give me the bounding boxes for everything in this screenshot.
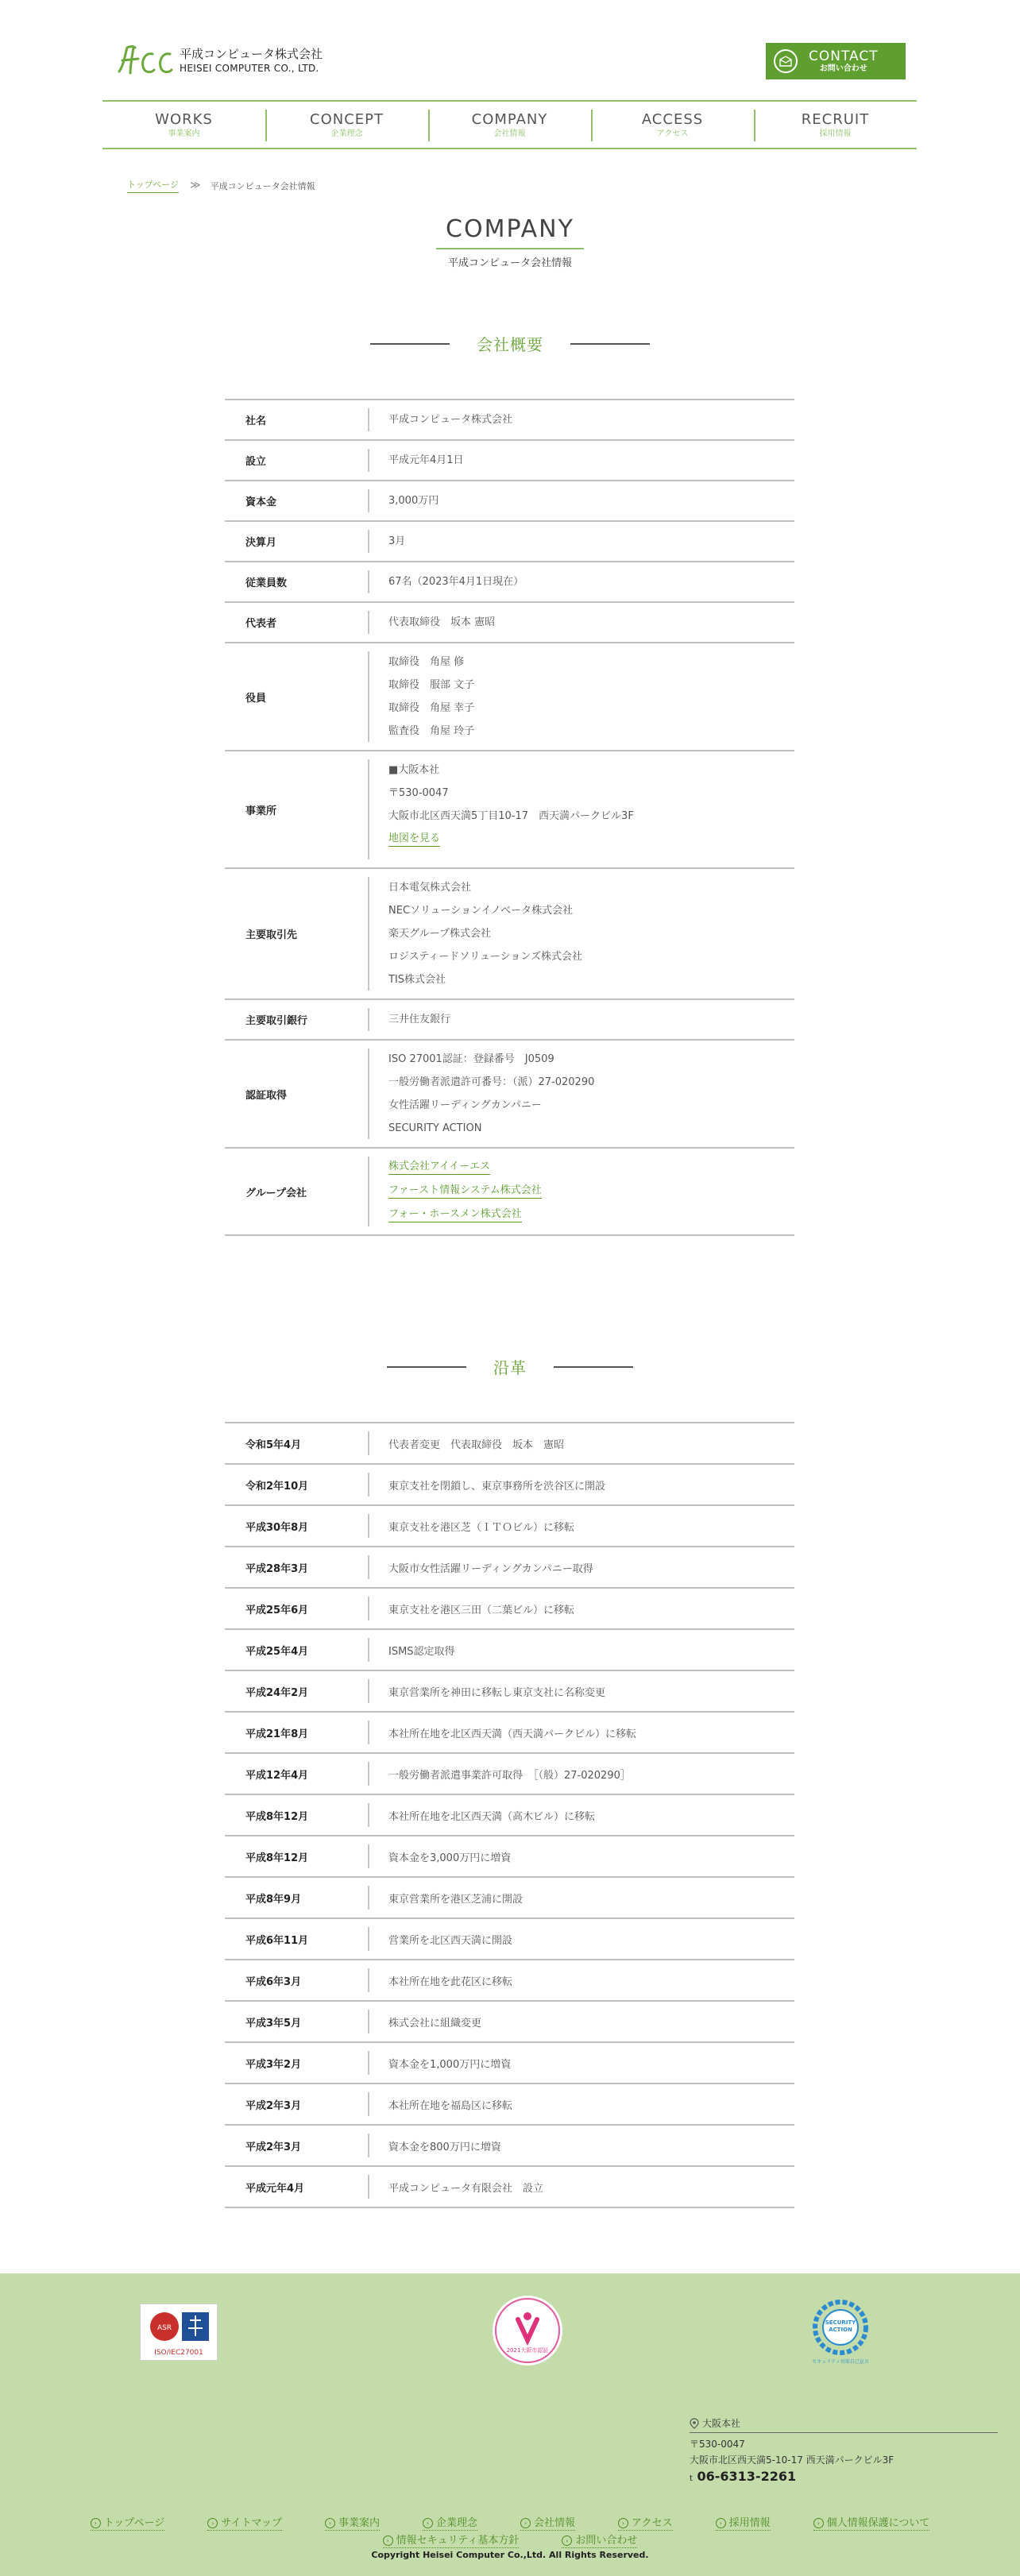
divider (368, 877, 369, 991)
contact-label-jp: お問い合わせ (819, 64, 867, 73)
nav-item-concept[interactable] (265, 102, 428, 148)
divider (368, 1844, 369, 1868)
history-event: ISMS認定取得 (388, 1645, 455, 1658)
chevron-right-icon: › (383, 2535, 393, 2546)
breadcrumb (127, 178, 315, 193)
row-values (368, 643, 794, 750)
nav-label-jp: 事業案内 (168, 129, 200, 138)
nav-item-access[interactable] (591, 102, 754, 148)
map-link[interactable]: 地図を見る (388, 832, 440, 847)
table-row (225, 2002, 794, 2043)
history-date: 令和2年10月 (245, 1480, 309, 1493)
footer-link-label: 事業案内 (338, 2517, 380, 2529)
history-event: 大阪市女性活躍リーディングカンパニー取得 (388, 1562, 593, 1575)
history-title: 沿革 (493, 1358, 527, 1377)
history-date: 平成25年6月 (245, 1604, 309, 1616)
row-label: 事業所 (245, 805, 277, 817)
divider (368, 449, 369, 472)
table-row (225, 869, 794, 1000)
history-date: 平成8年12月 (245, 1810, 309, 1823)
footer-address (690, 2416, 998, 2488)
nav-label-en: CONCEPT (310, 111, 384, 128)
history-event: 東京営業所を港区芝浦に開設 (388, 1893, 524, 1906)
divider (368, 2010, 369, 2033)
office-name: 大阪本社 (702, 2418, 741, 2429)
mail-icon (774, 49, 798, 73)
history-date: 令和5年4月 (245, 1439, 302, 1451)
phone-prefix: t (690, 2474, 693, 2483)
divider (368, 2051, 369, 2075)
footer-link-label: 採用情報 (728, 2517, 771, 2529)
row-value: 代表取締役 坂本 憲昭 (388, 616, 496, 628)
breadcrumb-current: 平成コンピュータ会社情報 (210, 180, 315, 191)
chevron-right-icon: › (813, 2518, 824, 2528)
history-event: 営業所を北区西天満に開設 (388, 1934, 513, 1947)
table-row (225, 1630, 794, 1671)
table-row (225, 1754, 794, 1795)
chevron-right-icon: › (91, 2518, 101, 2528)
history-date: 平成2年3月 (245, 2141, 302, 2153)
history-event: 本社所在地を福島区に移転 (388, 2099, 513, 2112)
divider (368, 1157, 369, 1226)
site-footer (0, 2273, 1020, 2576)
row-value: 取締役 角屋 幸子 (388, 702, 475, 714)
history-date: 平成6年11月 (245, 1934, 309, 1947)
row-label: 従業員数 (245, 577, 288, 589)
page-title (0, 214, 1020, 269)
table-row (225, 2126, 794, 2167)
table-row (225, 562, 794, 603)
row-values (368, 1041, 794, 1147)
page-title-jp: 平成コンピュータ会社情報 (447, 257, 572, 269)
history-date: 平成元年4月 (245, 2182, 305, 2195)
isms-cert-badge (140, 2304, 218, 2361)
divider (368, 570, 369, 593)
row-value: 一般労働者派遣許可番号：（派）27-020290 (388, 1076, 595, 1088)
divider (368, 1762, 369, 1786)
history-event: 平成コンピュータ有限会社 設立 (388, 2182, 544, 2195)
row-value: 取締役 服部 文子 (388, 679, 475, 691)
row-value: 女性活躍リーディングカンパニー (388, 1099, 542, 1111)
svg-text:ASR: ASR (156, 2324, 172, 2332)
divider (368, 1679, 369, 1703)
divider (554, 1366, 633, 1368)
history-date: 平成3年2月 (245, 2058, 302, 2071)
divider (368, 1638, 369, 1662)
table-row (225, 1919, 794, 1960)
footer-link[interactable] (383, 2534, 520, 2548)
footer-link-label: サイトマップ (221, 2517, 282, 2529)
history-date: 平成12年4月 (245, 1769, 309, 1782)
page-title-en: COMPANY (436, 214, 584, 249)
footer-nav-row-1 (0, 2516, 1020, 2531)
divider (368, 2175, 369, 2199)
row-label: 社名 (245, 415, 267, 427)
row-value: 大阪市北区西天満5丁目10-17 西天満パークビル3F (388, 810, 634, 822)
footer-nav-row-2 (0, 2534, 1020, 2548)
history-date: 平成2年3月 (245, 2099, 302, 2112)
isms-cert-caption: ISO/IEC27001 (154, 2349, 203, 2357)
row-label: 代表者 (245, 618, 277, 630)
footer-link[interactable] (520, 2516, 575, 2531)
divider (370, 343, 450, 345)
history-event: 資本金を3,000万円に増資 (388, 1852, 512, 1864)
history-event: 一般労働者派遣事業許可取得 ［（般）27-020290］ (388, 1769, 631, 1782)
divider (368, 1597, 369, 1620)
logo-mark-icon (116, 41, 175, 79)
footer-link-label: 会社情報 (534, 2517, 576, 2529)
divider (368, 1431, 369, 1455)
table-row (225, 1041, 794, 1149)
footer-link[interactable] (562, 2534, 637, 2548)
table-row (225, 751, 794, 869)
table-row (225, 1836, 794, 1878)
row-values (368, 481, 794, 520)
table-row (225, 1795, 794, 1836)
row-values (368, 869, 794, 998)
nav-item-works[interactable] (102, 102, 265, 148)
row-label: 役員 (245, 692, 267, 705)
nav-label-en: RECRUIT (801, 111, 870, 128)
security-action-badge (806, 2296, 875, 2366)
divider (570, 343, 650, 345)
overview-heading (0, 332, 1020, 355)
divider (368, 1721, 369, 1744)
table-row (225, 1878, 794, 1919)
footer-link-label: お問い合わせ (575, 2535, 638, 2547)
footer-link-label: 個人情報保護について (826, 2517, 930, 2529)
nav-label-en: ACCESS (641, 111, 704, 128)
row-values (368, 603, 794, 642)
row-label: 主要取引先 (245, 929, 298, 941)
nav-item-recruit[interactable] (754, 102, 917, 148)
history-event: 東京支社を閉鎖し、東京事務所を渋谷区に開設 (388, 1480, 606, 1493)
history-event: 東京支社を港区三田（二葉ビル）に移転 (388, 1604, 575, 1616)
women-leading-company-badge (493, 2296, 562, 2366)
table-row (225, 522, 794, 562)
breadcrumb-separator-icon: ≫ (190, 180, 199, 191)
nav-label-en: COMPANY (471, 111, 548, 128)
history-date: 平成8年12月 (245, 1852, 309, 1864)
history-event: 東京支社を港区芝（ＩＴＯビル）に移転 (388, 1521, 575, 1534)
row-label: 認証取得 (245, 1089, 288, 1102)
company-name-en: HEISEI COMPUTER CO., LTD. (180, 63, 319, 74)
group-company-link[interactable]: 株式会社アイイーエス (388, 1160, 490, 1175)
row-values (368, 400, 794, 439)
nav-label-jp: アクセス (656, 129, 689, 138)
divider (368, 1514, 369, 1538)
table-row (225, 1506, 794, 1547)
divider (368, 1049, 369, 1139)
table-row (225, 643, 794, 751)
row-value: SECURITY ACTION (388, 1122, 482, 1134)
divider (368, 2134, 369, 2157)
history-event: 本社所在地を北区西天満（西天満パークビル）に移転 (388, 1728, 637, 1740)
row-value: 3月 (388, 535, 406, 547)
office-phone[interactable] (690, 2468, 998, 2488)
divider (368, 651, 369, 742)
row-values (368, 1000, 794, 1039)
security-action-caption: セキュリティ対策自己宣言 (812, 2359, 869, 2365)
row-label: グループ会社 (245, 1187, 307, 1199)
history-date: 平成6年3月 (245, 1975, 302, 1988)
women-cert-caption: 2021大阪市認証 (506, 2347, 549, 2354)
contact-button[interactable] (766, 43, 906, 79)
table-row (225, 603, 794, 643)
divider (368, 1927, 369, 1951)
row-value: 取締役 角屋 修 (388, 656, 465, 668)
office-postal: 〒530-0047 (690, 2439, 745, 2450)
table-row (225, 441, 794, 481)
divider (368, 1968, 369, 1992)
divider (368, 1803, 369, 1827)
chevron-right-icon: › (562, 2535, 572, 2546)
row-value: ロジスティードソリューションズ株式会社 (388, 951, 583, 963)
contact-label-en: CONTACT (809, 48, 879, 64)
footer-link[interactable] (207, 2516, 282, 2531)
history-event: 株式会社に組織変更 (388, 2017, 482, 2030)
row-value: 監査役 角屋 玲子 (388, 725, 475, 737)
table-row (225, 1960, 794, 2002)
row-label: 設立 (245, 456, 267, 468)
history-event: 資本金を1,000万円に増資 (388, 2058, 512, 2071)
footer-link[interactable] (325, 2516, 380, 2531)
table-row (225, 2084, 794, 2126)
nav-label-jp: 採用情報 (819, 129, 852, 138)
row-value: 3,000万円 (388, 495, 439, 507)
row-value: TIS株式会社 (388, 974, 446, 986)
history-event: 本社所在地を此花区に移転 (388, 1975, 513, 1988)
table-row (225, 481, 794, 522)
row-values (368, 441, 794, 480)
footer-link[interactable] (91, 2516, 165, 2531)
table-row (225, 1000, 794, 1041)
divider (368, 1473, 369, 1497)
location-pin-icon (690, 2418, 699, 2429)
divider (368, 611, 369, 634)
table-row (225, 1671, 794, 1713)
chevron-right-icon: › (325, 2518, 335, 2528)
nav-item-company[interactable] (428, 102, 591, 148)
chevron-right-icon: › (520, 2518, 531, 2528)
row-value: 三井住友銀行 (388, 1014, 451, 1025)
global-nav (102, 100, 917, 149)
office-address: 大阪市北区西天満5-10-17 西天満パークビル3F (690, 2454, 894, 2466)
row-values (368, 522, 794, 561)
divider (368, 1886, 369, 1910)
divider (368, 1555, 369, 1579)
table-row (225, 1423, 794, 1465)
history-date: 平成25年4月 (245, 1645, 309, 1658)
footer-link[interactable] (423, 2516, 477, 2531)
table-row (225, 2167, 794, 2208)
footer-link[interactable] (618, 2516, 673, 2531)
nav-label-jp: 会社情報 (493, 129, 526, 138)
table-row (225, 1713, 794, 1754)
footer-link-label: トップページ (103, 2517, 165, 2529)
history-event: 本社所在地を北区西天満（高木ビル）に移転 (388, 1810, 596, 1823)
breadcrumb-home-link[interactable]: トップページ (127, 178, 179, 193)
chevron-right-icon: › (618, 2518, 628, 2528)
table-row (225, 1547, 794, 1589)
divider (368, 489, 369, 512)
row-value: ■大阪本社 (388, 764, 440, 776)
row-label: 主要取引銀行 (245, 1015, 308, 1027)
group-company-link[interactable]: フォー・ホースメン株式会社 (388, 1207, 522, 1222)
table-row (225, 1149, 794, 1236)
table-row (225, 2043, 794, 2084)
row-value: 楽天グループ株式会社 (388, 928, 491, 940)
company-name-jp: 平成コンピュータ株式会社 (180, 47, 323, 61)
history-heading (0, 1355, 1020, 1378)
copyright: Copyright Heisei Computer Co.,Ltd. All Rights Reserved. (371, 2550, 649, 2560)
divider (387, 1366, 466, 1368)
company-logo[interactable] (116, 41, 323, 79)
history-date: 平成30年8月 (245, 1521, 309, 1534)
row-value: 〒530-0047 (388, 787, 449, 799)
row-value: NECソリューションイノベータ株式会社 (388, 905, 574, 917)
row-value: 日本電気株式会社 (388, 882, 472, 894)
company-overview-table (225, 399, 794, 1236)
row-values (368, 562, 794, 601)
table-row (225, 1465, 794, 1506)
history-date: 平成21年8月 (245, 1728, 309, 1740)
nav-label-jp: 企業理念 (330, 129, 363, 138)
history-date: 平成8年9月 (245, 1893, 302, 1906)
footer-link[interactable] (716, 2516, 771, 2531)
row-value: 平成元年4月1日 (388, 454, 464, 466)
divider (368, 408, 369, 431)
row-value: 67名（2023年4月1日現在） (388, 576, 524, 588)
history-event: 東京営業所を神田に移転し東京支社に名称変更 (388, 1686, 606, 1699)
row-label: 資本金 (245, 496, 277, 508)
row-value: ISO 27001認証：登録番号 J0509 (388, 1053, 554, 1065)
chevron-right-icon: › (207, 2518, 218, 2528)
row-label: 決算月 (245, 537, 277, 549)
history-event: 代表者変更 代表取締役 坂本 憲昭 (388, 1439, 565, 1451)
footer-link-label: アクセス (632, 2517, 673, 2529)
table-row (225, 1589, 794, 1630)
divider (368, 2092, 369, 2116)
footer-link-label: 企業理念 (436, 2517, 478, 2529)
nav-label-en: WORKS (155, 111, 213, 128)
table-row (225, 400, 794, 441)
group-company-link[interactable]: ファースト情報システム株式会社 (388, 1184, 542, 1199)
history-event: 資本金を800万円に増資 (388, 2141, 501, 2153)
women-leading-icon (493, 2296, 562, 2366)
history-date: 平成3年5月 (245, 2017, 302, 2030)
history-date: 平成24年2月 (245, 1686, 309, 1699)
phone-number: 06-6313-2261 (697, 2469, 797, 2484)
footer-link-label: 情報セキュリティ基本方針 (396, 2535, 520, 2547)
divider (368, 759, 369, 859)
row-values (368, 1149, 794, 1234)
overview-title: 会社概要 (477, 335, 543, 354)
security-action-text: SECURITY ACTION (825, 2319, 856, 2333)
chevron-right-icon: › (716, 2518, 726, 2528)
divider (368, 530, 369, 553)
company-history-table (225, 1422, 794, 2208)
divider (368, 1008, 369, 1031)
site-header (0, 0, 1020, 95)
footer-link[interactable] (813, 2516, 930, 2531)
row-value: 平成コンピュータ株式会社 (388, 414, 513, 426)
row-values (368, 751, 794, 867)
history-date: 平成28年3月 (245, 1562, 309, 1575)
chevron-right-icon: › (423, 2518, 433, 2528)
